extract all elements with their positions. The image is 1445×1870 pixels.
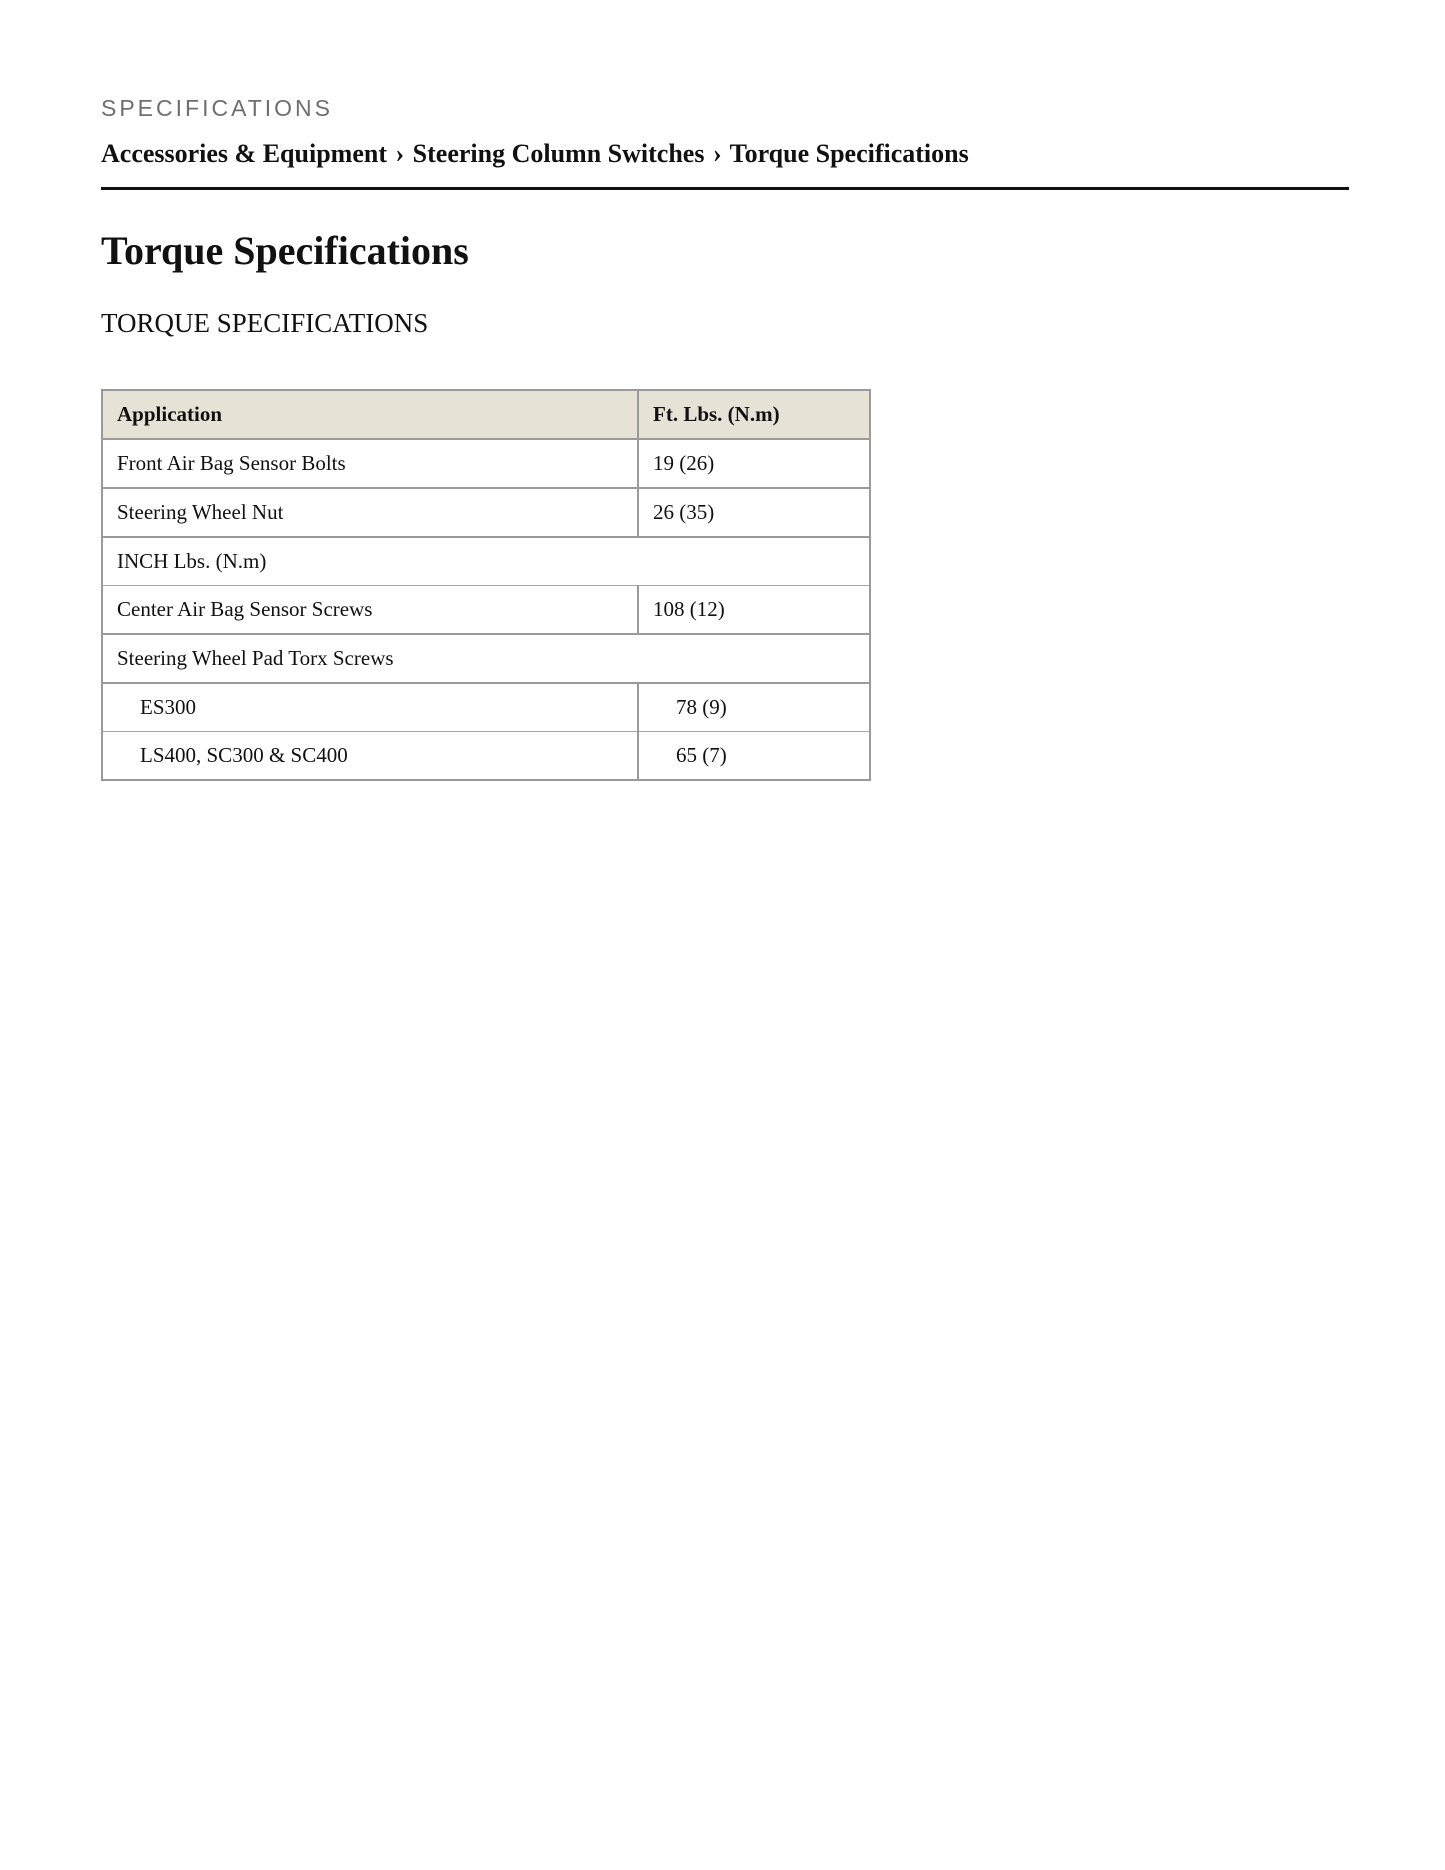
breadcrumb-separator: › bbox=[395, 139, 405, 168]
column-header-value: Ft. Lbs. (N.m) bbox=[638, 390, 870, 439]
breadcrumb-separator: › bbox=[712, 139, 722, 168]
page-title: Torque Specifications bbox=[101, 228, 469, 273]
application-cell: Steering Wheel Nut bbox=[102, 488, 638, 537]
table-row bbox=[102, 586, 870, 635]
column-header-application: Application bbox=[102, 390, 638, 439]
application-cell: LS400, SC300 & SC400 bbox=[102, 732, 638, 781]
table-row bbox=[102, 683, 870, 732]
table-row bbox=[102, 488, 870, 537]
section-subtitle: TORQUE SPECIFICATIONS bbox=[101, 308, 429, 338]
table-section-row bbox=[102, 634, 870, 683]
table-header-row bbox=[102, 390, 870, 439]
breadcrumb bbox=[101, 137, 969, 171]
application-cell: Center Air Bag Sensor Screws bbox=[102, 586, 638, 635]
breadcrumb-item-torque-specifications: Torque Specifications bbox=[729, 139, 969, 168]
value-cell: 108 (12) bbox=[638, 586, 870, 635]
breadcrumb-item-accessories[interactable]: Accessories & Equipment bbox=[101, 139, 387, 168]
value-cell: 26 (35) bbox=[638, 488, 870, 537]
application-cell: Front Air Bag Sensor Bolts bbox=[102, 439, 638, 488]
section-label: SPECIFICATIONS bbox=[101, 95, 333, 121]
header-divider bbox=[101, 187, 1349, 190]
application-cell: ES300 bbox=[102, 683, 638, 732]
section-cell: Steering Wheel Pad Torx Screws bbox=[102, 634, 870, 683]
breadcrumb-item-steering-column-switches[interactable]: Steering Column Switches bbox=[412, 139, 705, 168]
table-section-row bbox=[102, 537, 870, 586]
value-cell: 78 (9) bbox=[638, 683, 870, 732]
table-row bbox=[102, 439, 870, 488]
table-row bbox=[102, 732, 870, 781]
section-cell: INCH Lbs. (N.m) bbox=[102, 537, 870, 586]
torque-spec-table bbox=[101, 389, 871, 781]
value-cell: 65 (7) bbox=[638, 732, 870, 781]
value-cell: 19 (26) bbox=[638, 439, 870, 488]
